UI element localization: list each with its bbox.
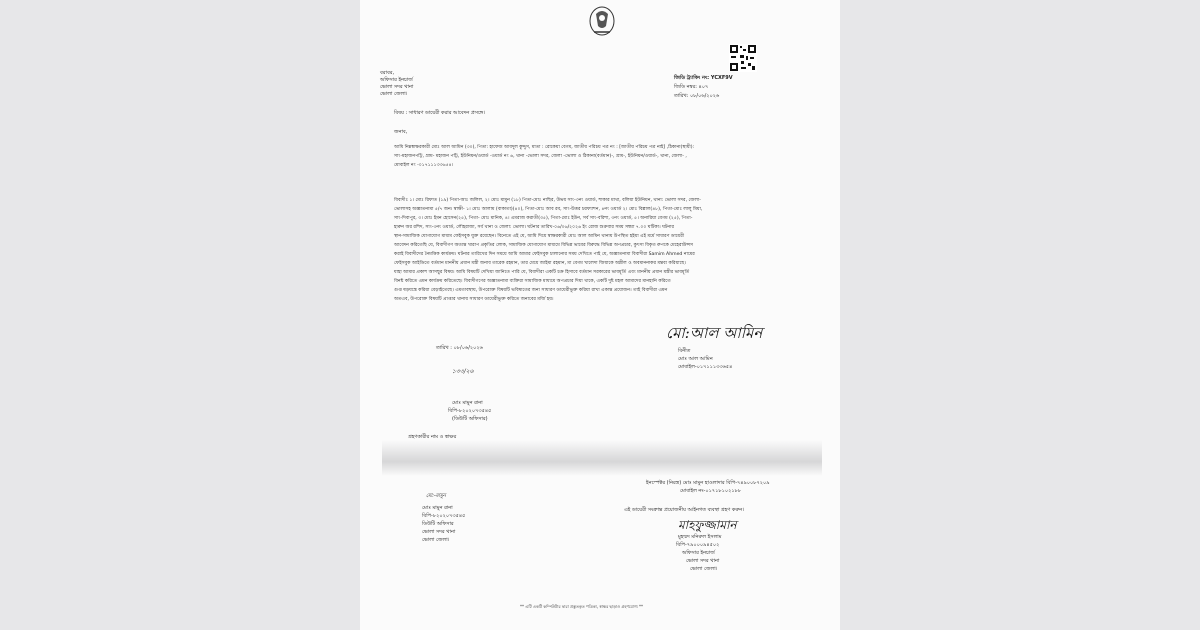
investigator-info: ইনস্পেক্টর (নিরস্ত্র) মোঃ মামুন হাওলাদার বিপি-৭৪৯০০৮৭২০৯ (646, 480, 770, 486)
intro-line: সাং-মহাজনপট্টি, গ্রাম- মহাজন পট্টি, ইউনিয়ন/ওয়ার্ড -ওয়ার্ড নং ৬, থানা -ভোলা সদর, জেলা -ভোলা ও ঠিকানা(বর্তমান)-, গ্রাম-, ইউনিয়ন/ওয়ার্ড-, থানা, জেলা- , (394, 154, 687, 159)
forwarding-officer-designation: ডিউটি অফিসার (422, 521, 454, 527)
applicant-mobile: মোবাইল-০১৭১১১৩৩৬৫৪ (678, 364, 733, 370)
complaint-body-line: বিবাদীঃ ১। মোঃ রিফাত (১৯) পিতা-আঃ জলিল, ২। মোঃ মামুন (১৮) পিতা-মোঃ নাছির, উভয় সাং-৩নং ওয়ার্ড, শাকার মাথা, বলিয়া ইউনিয়ন, থানা: ভোলা সদর, জেলা- (394, 198, 701, 203)
complaint-body-line: যাহা আমার প্রকাশ আসছুর বিষয়। আমি বিষয়টি দেখিয়া জানিতে পারি যে, বিবাদীরা একটি চক্র হিসাবে বর্তমান সরকারের ভাবমূর্তি এবং মাননীয় প্রধান মন্ত্রীর ভাবমূর্তি (394, 270, 690, 275)
addressee-line: ভোলা জেলা। (380, 91, 408, 97)
subject-line: বিষয় : সাধারণ ডায়েরী করার আবেদন প্রসঙ্গে। (394, 110, 486, 116)
addressee-line: অফিসার ইনচার্জ (380, 77, 413, 83)
receiving-officer-designation: (ডিউটি অফিসার) (452, 416, 488, 422)
oc-signature: মাহফুজ্জামান (678, 518, 737, 532)
complaint-body-line: সাং-দিবাপুর, ৩। মোঃ ইমন হোসেন(২৫), পিতা- মোঃ মানিক, ৪। এমরাজ করাতী(৩৫), পিতা-মোঃ ইউন, সর্ব সাং-বরিশা, ৩নং ওয়ার্ড, ৫। অনারিয়া বেগম (২৫), পিতা- (394, 216, 693, 221)
receiving-officer-bp: বিপি-৮২০২০৭৩৫৪৫ (448, 408, 492, 414)
oc-bp: বিপি-৭৯০০০৯৪৫০২ (676, 542, 720, 548)
investigator-instruction: এই ডায়েরী সংক্রান্ত প্রয়োজনীয় আইনগত ব্যবস্থা গ্রহণ করুন। (624, 507, 745, 513)
complaint-body-line: অতএব, উপরোক্ত বিষয়টি প্রাপ্তার থানায় সাধারণ ডায়েরীভুক্ত করিতে জনাবের মর্জি হয়। (394, 297, 554, 302)
applicant-closing: বিনীত (678, 348, 691, 354)
footer-note: ** এটি একটি কম্পিউটার দ্বারা প্রস্তুতকৃত পত্রিকা, স্বাক্ষর ছাড়াও গ্রহণযোগ্য ** (520, 604, 644, 609)
receiving-officer-name: মোঃ মামুন রানা (452, 400, 483, 406)
oc-designation: অফিসার ইনচার্জ (682, 550, 715, 556)
salutation: জনাব, (394, 129, 408, 135)
addressee-line: ভোলা সদর থানা (380, 84, 414, 90)
forwarding-officer-station: ভোলা সদর থানা (422, 529, 456, 535)
oc-name: মুহম্মদ মনিরুল ইসলাম (678, 534, 722, 540)
forwarding-officer-name: মোঃ মামুন রানা (422, 505, 453, 511)
intro-line: মোবাইল নং -০১৭১১১৩৩৬৫৪। (394, 163, 454, 168)
complaint-body-line: স্থান-সামাজিক যোগাযোগ মাধ্যম ফেইসবুক যুক্ত রয়েছেন। বিনেতে এই যে, আমি দিয়ে স্বাক্ষরকারী মোঃ আল আমিন থানায় উপস্থিত হইয়া এই মর্মে সাধারণ ডায়েরী (394, 234, 685, 239)
intro-line: আমি নিম্নস্বাক্ষরকারী মোঃ আল আমিন (৩০), পিতা: হাফেজ আবদুল কুদ্দুস, মাতা : রোকেয়া বেগম, জাতীয় পরিচয় পত্র নং : [জাতীয় পরিচয় পত্র নাই] ,ঠিকানা(স্থায়ী): (394, 145, 695, 150)
oc-station: ভোলা সদর থানা (686, 558, 720, 564)
police-emblem-logo (588, 4, 616, 38)
complaint-body-line: আবেদন করিতেছি যে, বিবাদীগণ অত্যন্ত খারাপ প্রকৃতির লোক, সামাজিক যোগাযোগ মাধ্যমে বিভিন্ন ভাবের বিরুদ্ধে বিভিন্ন অপপ্রচার, কুৎসা বিকৃত রুপকে মেহেরাউন্সস (394, 243, 694, 248)
applicant-date: তারিখ : ০৮/০৬/২০২৬ (436, 345, 483, 351)
receiving-officer-initials: ১৩৩/২৬ (452, 368, 474, 375)
qr-code-icon (729, 44, 757, 72)
investigator-mobile: মোবাইল নং-০১৭১৮১০২১৮৮ (680, 488, 742, 494)
applicant-name: মোঃ আল আমিন (678, 356, 713, 362)
complaint-body-line: ফেইসবুক আইডিতে বর্তমান মাননীয় প্রধান মন্ত্রী জনাব তারেক রহমান, তার মেয়ে জাইমা রহমান, মা বেগম খালেদা জিয়াকে অশ্লীল ও অবমাননাকর মন্তব্য করিয়াছে। (394, 261, 686, 266)
forwarding-officer-district: ভোলা জেলা। (422, 537, 450, 543)
addressee-line: বরাবর, (380, 70, 395, 76)
gd-tracking-number: জিডি ট্র্যাকিং নং: YCXF9V (674, 75, 733, 81)
complaint-body-line: বিনষ্ট করিতে এমন কার্যক্রম করিতেছে। বিবাদীগণের অজ্ঞাতনামা ব্যক্তিরা সামাজিক মাধ্যমে অপপ্রচার দিয়া থাকে, একটি দুষ্ট মহল আমাদের মানহানি করিতে (394, 279, 671, 284)
receiver-signature-label: গ্রহণকারীর নাম ও স্বাক্ষর (408, 434, 457, 440)
complaint-body-line: হারুন অর রশিদ, সাং-৩নং ওয়ার্ড, লৌহরাজা, সর্ব থানা ও জেলা: ভোলা। ঘটনার তারিখ-০৬/০৬/২০২৬ ইং রোজ শুক্রবার সময় সন্ধ্যা ৭.০০ ঘটিকা। ঘটনার (394, 225, 675, 230)
forwarding-officer-note: মো:-মামুন (426, 493, 446, 499)
scan-shadow (382, 440, 822, 476)
forwarding-officer-bp: বিপি-৮২০২০৭৩৫৪৫ (422, 513, 466, 519)
complaint-body-line: করাই বিবাদীদের নৈমত্তিক কার্যক্রম। ঘটনার তারিখের দিন সময়ে আমি আমার ফেইসবুক চালানোর সময় দেখিতে পাই যে, অজ্ঞাতনামা বিবাদীরা Samim Ahmed নামের (394, 252, 695, 257)
gd-number: জিডি নম্বর: ৪০৭ (674, 84, 709, 90)
oc-district: ভোলা জেলা। (690, 566, 718, 572)
complaint-body-line: ভোলাসহ অজ্ঞাতনামা ৫/৭ জন। স্বাক্ষী- ১। মোঃ আলাম (বাকাতা)(৪০), পিতা-মোঃ আব রব, সাং-উত্তর চরফ্যাশন, ৪নং ওয়ার্ড ২। মোঃ বিল্লাল(৪৮), পিতা-মোঃ লালু মিয়া, (394, 207, 703, 212)
document-page (360, 0, 840, 630)
complaint-body-line: গুপ্ত ষড়যন্ত্রে করিয়া বেড়াইতেছে। এমতাবস্থায়, উপরোক্ত বিষয়টি ভবিষ্যতের জন্য সাধারণ ডায়েরীভুক্ত করিয়া রাখা একান্ত প্রয়োজন। তাই বিবাদীরা এমন (394, 288, 668, 293)
gd-date: তারিখ: ০৮/০৬/২০২৬ (674, 93, 720, 99)
applicant-signature: মো:আল আমিন (666, 324, 763, 342)
